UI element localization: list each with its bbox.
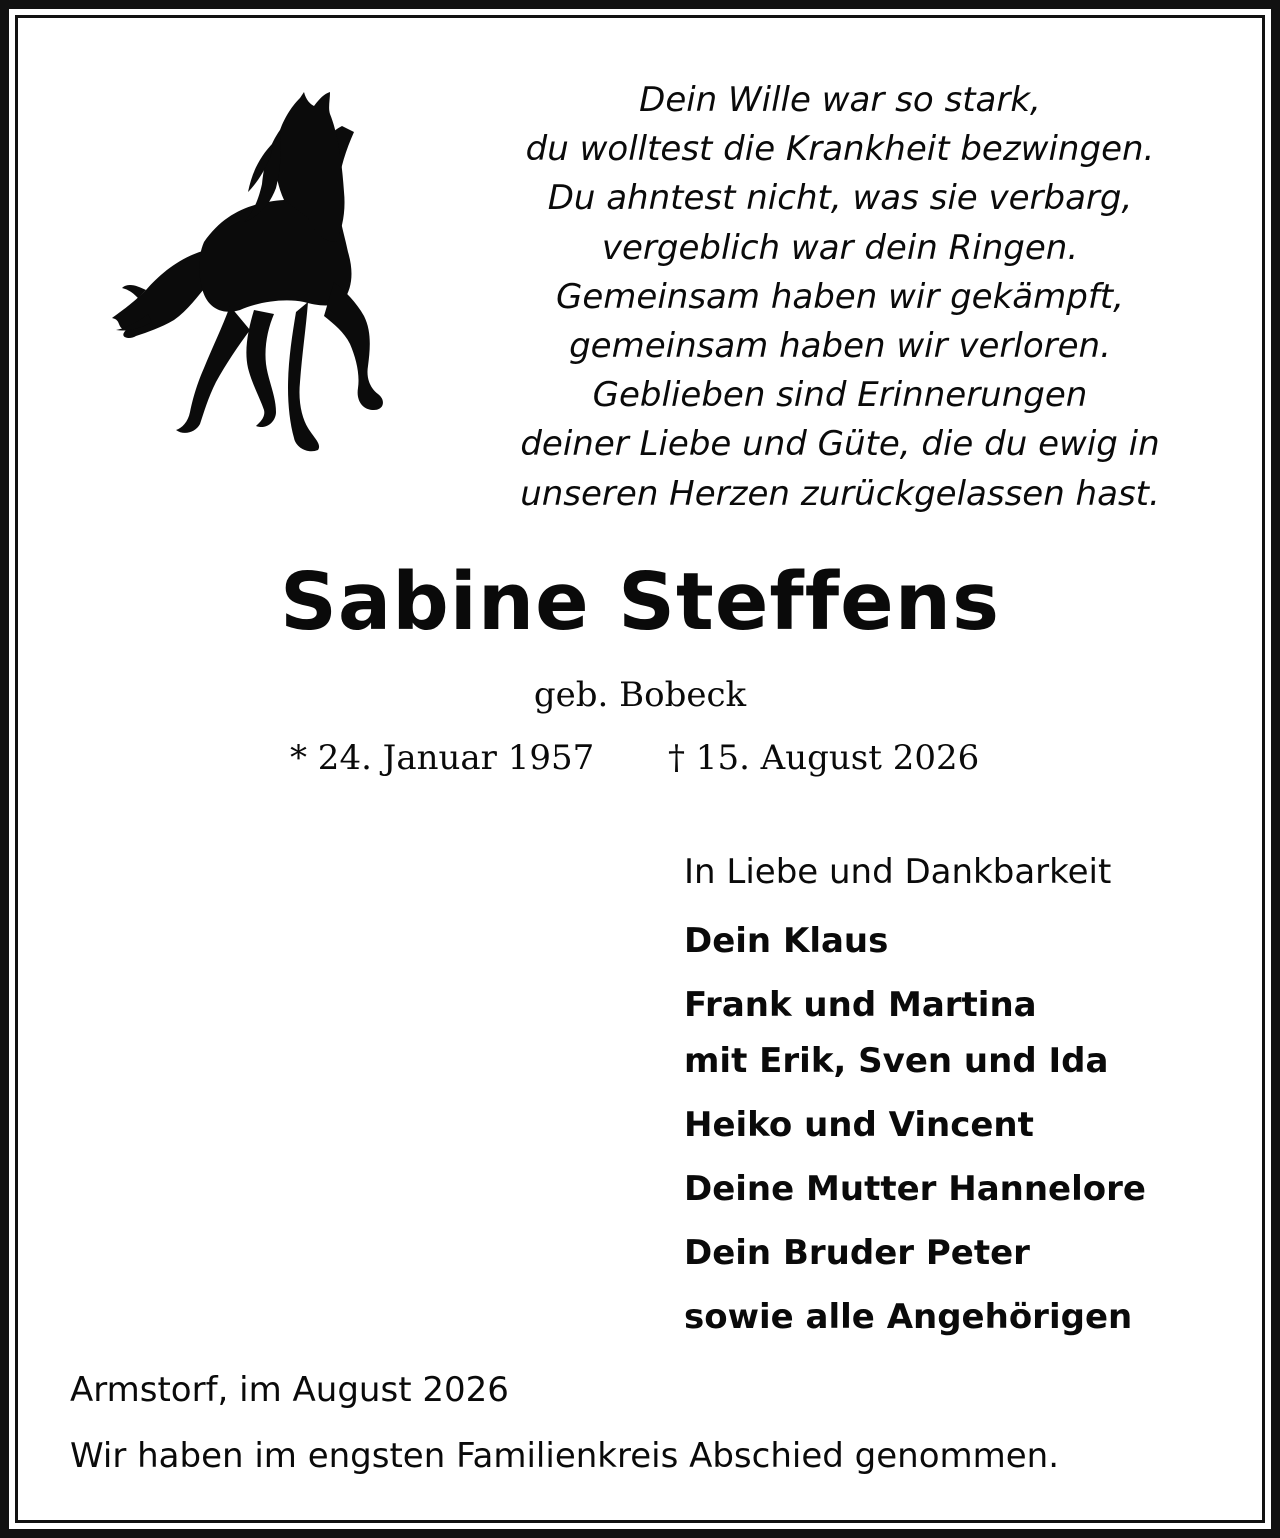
farewell-note: Wir haben im engsten Familienkreis Abschied genommen. bbox=[70, 1436, 1060, 1476]
place-date: Armstorf, im August 2026 bbox=[70, 1370, 509, 1410]
mourner-line: Frank und Martina bbox=[684, 985, 1037, 1025]
mourner-line: mit Erik, Sven und Ida bbox=[684, 1041, 1109, 1081]
poem-line: Dein Wille war so stark, bbox=[639, 80, 1041, 120]
deceased-name: Sabine Steffens bbox=[280, 556, 1000, 648]
poem-line: unseren Herzen zurückgelassen hast. bbox=[520, 473, 1160, 514]
mourners-intro: In Liebe und Dankbarkeit bbox=[684, 852, 1112, 892]
poem-line: gemeinsam haben wir verloren. bbox=[569, 326, 1111, 367]
poem-line: Geblieben sind Erinnerungen bbox=[592, 375, 1088, 416]
mourners-list bbox=[684, 918, 1244, 1340]
birth-name: geb. Bobeck bbox=[533, 675, 747, 715]
death-date: † 15. August 2026 bbox=[668, 738, 980, 778]
poem-line: Gemeinsam haben wir gekämpft, bbox=[556, 276, 1124, 317]
birth-date: * 24. Januar 1957 bbox=[290, 738, 595, 778]
mourner-line: Deine Mutter Hannelore bbox=[684, 1169, 1146, 1209]
horse-silhouette-icon bbox=[108, 92, 398, 457]
poem-line: du wolltest die Krankheit bezwingen. bbox=[525, 129, 1155, 170]
mourner-line: Dein Bruder Peter bbox=[684, 1233, 1030, 1273]
poem-line: Du ahntest nicht, was sie verbarg, bbox=[547, 178, 1133, 219]
mourner-line: sowie alle Angehörigen bbox=[684, 1297, 1133, 1337]
poem bbox=[470, 76, 1210, 519]
poem-line: vergeblich war dein Ringen. bbox=[601, 227, 1079, 268]
poem-line: deiner Liebe und Güte, die du ewig in bbox=[520, 424, 1160, 465]
mourner-line: Heiko und Vincent bbox=[684, 1105, 1034, 1145]
mourner-line: Dein Klaus bbox=[684, 921, 889, 961]
